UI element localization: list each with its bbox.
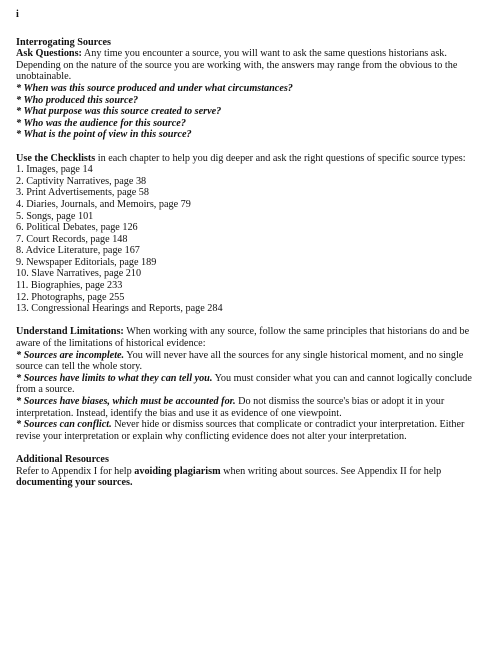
page-number: i — [16, 9, 19, 20]
limitation-point — [16, 396, 486, 419]
limitations-section — [16, 326, 486, 442]
checklist-list — [16, 164, 486, 315]
limitation-point — [16, 373, 486, 396]
limitation-lead: * Sources have biases, which must be accounted for. — [16, 396, 236, 407]
checklists-label: Use the Checklists — [16, 152, 96, 164]
checklists-section — [16, 153, 486, 315]
plagiarism-emphasis: avoiding plagiarism — [134, 465, 221, 477]
question-item: * Who produced this source? — [16, 94, 139, 106]
ask-questions-paragraph — [16, 48, 486, 83]
checklist-item: 4. Diaries, Journals, and Memoirs, page 79 — [16, 198, 191, 210]
limitation-text: Do not dismiss the source's bias or adopt it in your interpretation. Instead, identify the bias and use it as evidence of one viewpoint. — [16, 396, 445, 419]
question-list — [16, 83, 486, 141]
checklist-item: 8. Advice Literature, page 167 — [16, 245, 140, 257]
checklists-intro — [16, 153, 486, 165]
ask-questions-text: Any time you encounter a source, you will want to ask the same questions historians ask. Depending on the nature of the source you are working with, the answers may range from the obvious to the unobtainable. — [16, 48, 458, 83]
checklist-item: 6. Political Debates, page 126 — [16, 222, 138, 234]
limitation-text: You must consider what you can and cannot logically conclude from a source. — [16, 372, 472, 396]
interrogating-sources-heading: Interrogating Sources — [16, 36, 111, 48]
checklists-text: in each chapter to help you dig deeper and ask the right questions of specific source types: — [95, 152, 466, 164]
checklist-item: 11. Biographies, page 233 — [16, 280, 123, 292]
document-page — [16, 9, 486, 500]
limitation-text: Never hide or dismiss sources that complicate or contradict your interpretation. Either revise your interpretation or explain why conflicting evidence does not alter your interpretation. — [16, 419, 465, 442]
checklist-item: 10. Slave Narratives, page 210 — [16, 268, 142, 280]
question-item: * What purpose was this source created to serve? — [16, 106, 222, 118]
limitation-point — [16, 419, 486, 442]
interrogating-sources-section — [16, 37, 486, 141]
additional-resources-heading: Additional Resources — [16, 453, 109, 465]
limitation-text: You will never have all the sources for any single historical moment, and no single source can tell the whole story. — [16, 349, 464, 373]
question-item: * What is the point of view in this source? — [16, 129, 192, 141]
documenting-emphasis: documenting your sources. — [16, 477, 133, 489]
ask-questions-label: Ask Questions: — [16, 48, 82, 60]
limitations-text: When working with any source, follow the same principles that historians do and be aware of the limitations of historical evidence: — [16, 326, 470, 350]
limitation-lead: * Sources have limits to what they can tell you. — [16, 372, 213, 384]
limitation-lead: * Sources can conflict. — [16, 419, 112, 431]
limitation-point — [16, 350, 486, 373]
checklist-item: 7. Court Records, page 148 — [16, 233, 128, 245]
checklist-item: 9. Newspaper Editorials, page 189 — [16, 256, 157, 268]
checklist-item: 5. Songs, page 101 — [16, 210, 94, 222]
checklist-item: 3. Print Advertisements, page 58 — [16, 187, 149, 199]
limitation-lead: * Sources are incomplete. — [16, 349, 125, 361]
checklist-item: 13. Congressional Hearings and Reports, page 284 — [16, 303, 223, 315]
resources-text-2: when writing about sources. See Appendix II for help — [220, 465, 442, 477]
additional-resources-section — [16, 454, 486, 489]
additional-resources-paragraph — [16, 466, 486, 489]
checklist-item: 1. Images, page 14 — [16, 164, 93, 176]
checklist-item: 2. Captivity Narratives, page 38 — [16, 175, 147, 187]
checklist-item: 12. Photographs, page 255 — [16, 291, 125, 303]
question-item: * When was this source produced and under what circumstances? — [16, 82, 293, 94]
limitations-label: Understand Limitations: — [16, 326, 124, 338]
resources-text-1: Refer to Appendix I for help — [16, 465, 135, 477]
limitations-intro — [16, 326, 486, 349]
question-item: * Who was the audience for this source? — [16, 117, 186, 129]
